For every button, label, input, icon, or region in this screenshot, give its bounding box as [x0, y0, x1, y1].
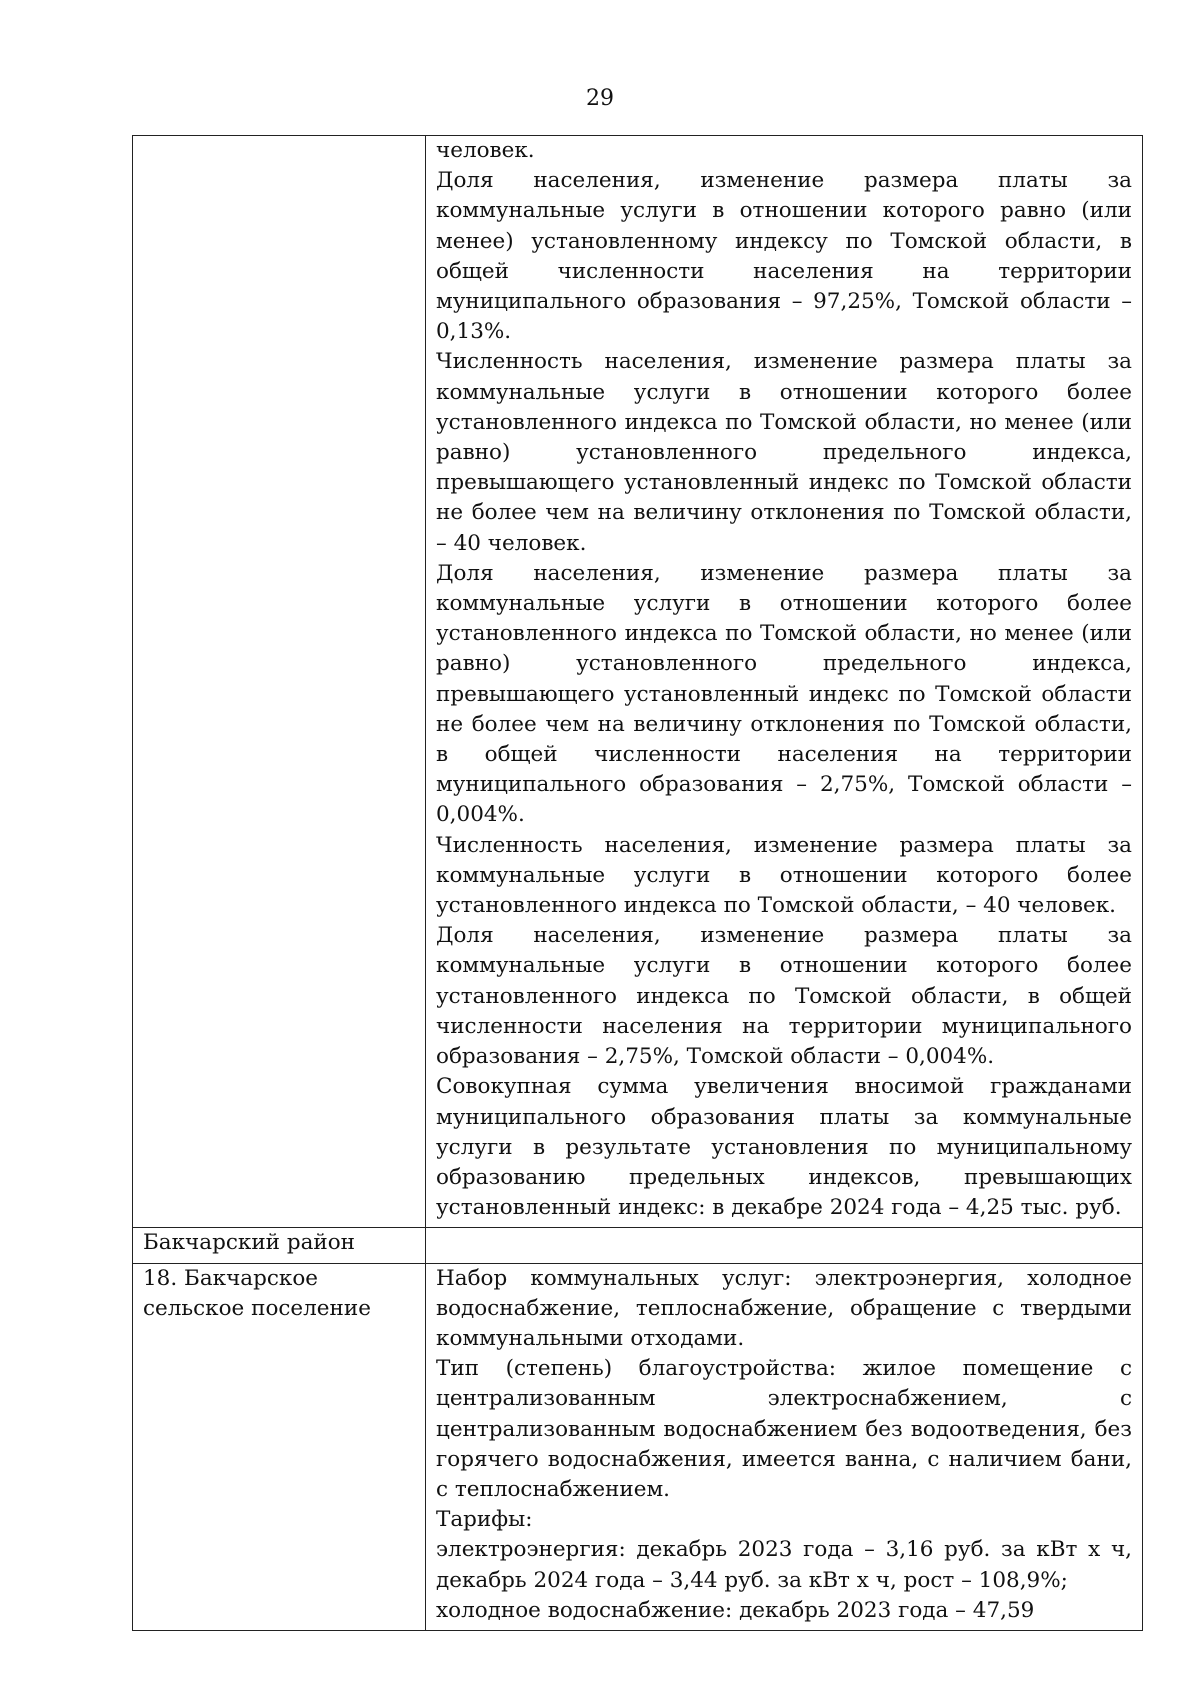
paragraph: Численность населения, изменение размера платы за коммунальные услуги в отношении которого более установленного индекса по Томской области, – 40 человек.: [436, 832, 1132, 919]
paragraph: Тип (степень) благоустройства: жилое помещение с централизованным электроснабжением, с централизованным водоснабжением без водоотведения, без горячего водоснабжения, имеется ванна, с наличием бани, с теплоснабжением.: [436, 1356, 1132, 1502]
table-row: [133, 1228, 1143, 1263]
paragraph: Набор коммунальных услуг: электроэнергия, холодное водоснабжение, теплоснабжение, обращение с твердыми коммунальными отходами.: [436, 1265, 1132, 1351]
description-cell: [426, 1228, 1143, 1263]
description-cell: [426, 136, 1143, 1228]
page-number: 29: [586, 86, 614, 111]
paragraph: Совокупная сумма увеличения вносимой гражданами муниципального образования платы за коммунальные услуги в результате установления по муниципальному образованию предельных индексов, превышающих установленный индекс: в декабре 2024 года – 4,25 тыс. руб.: [436, 1074, 1132, 1221]
paragraph: электроэнергия: декабрь 2023 года – 3,16 руб. за кВт х ч, декабрь 2024 года – 3,44 руб. за кВт х ч, рост – 108,9%;: [436, 1537, 1132, 1593]
paragraph: холодное водоснабжение: декабрь 2023 года – 47,59: [436, 1597, 1035, 1623]
table-row: [133, 1263, 1143, 1630]
paragraph: Тарифы:: [436, 1507, 533, 1533]
paragraph: Доля населения, изменение размера платы за коммунальные услуги в отношении которого равно (или менее) установленному индексу по Томской области, в общей численности населения на территории муниципального образования – 97,25%, Томской области – 0,13%.: [436, 168, 1132, 345]
paragraph: Доля населения, изменение размера платы за коммунальные услуги в отношении которого более установленного индекса по Томской области, в общей численности населения на территории муниципального образования – 2,75%, Томской области – 0,004%.: [436, 923, 1132, 1070]
municipality-cell: 18. Бакчарское сельское поселение: [133, 1263, 426, 1630]
indices-table: [132, 135, 1143, 1631]
paragraph: человек.: [436, 138, 535, 163]
paragraph: Доля населения, изменение размера платы за коммунальные услуги в отношении которого более установленного индекса по Томской области, но менее (или равно) установленного предельного индекса, превышающего установленный индекс по Томской области не более чем на величину отклонения по Томской области, в общей численности населения на территории муниципального образования – 2,75%, Томской области – 0,004%.: [436, 560, 1132, 828]
municipality-cell: [133, 136, 426, 1228]
table-row: [133, 136, 1143, 1228]
description-cell: [426, 1263, 1143, 1630]
district-header-cell: Бакчарский район: [133, 1228, 426, 1263]
paragraph: Численность населения, изменение размера платы за коммунальные услуги в отношении которого более установленного индекса по Томской области, но менее (или равно) установленного предельного индекса, превышающего установленный индекс по Томской области не более чем на величину отклонения по Томской области, – 40 человек.: [436, 349, 1132, 556]
